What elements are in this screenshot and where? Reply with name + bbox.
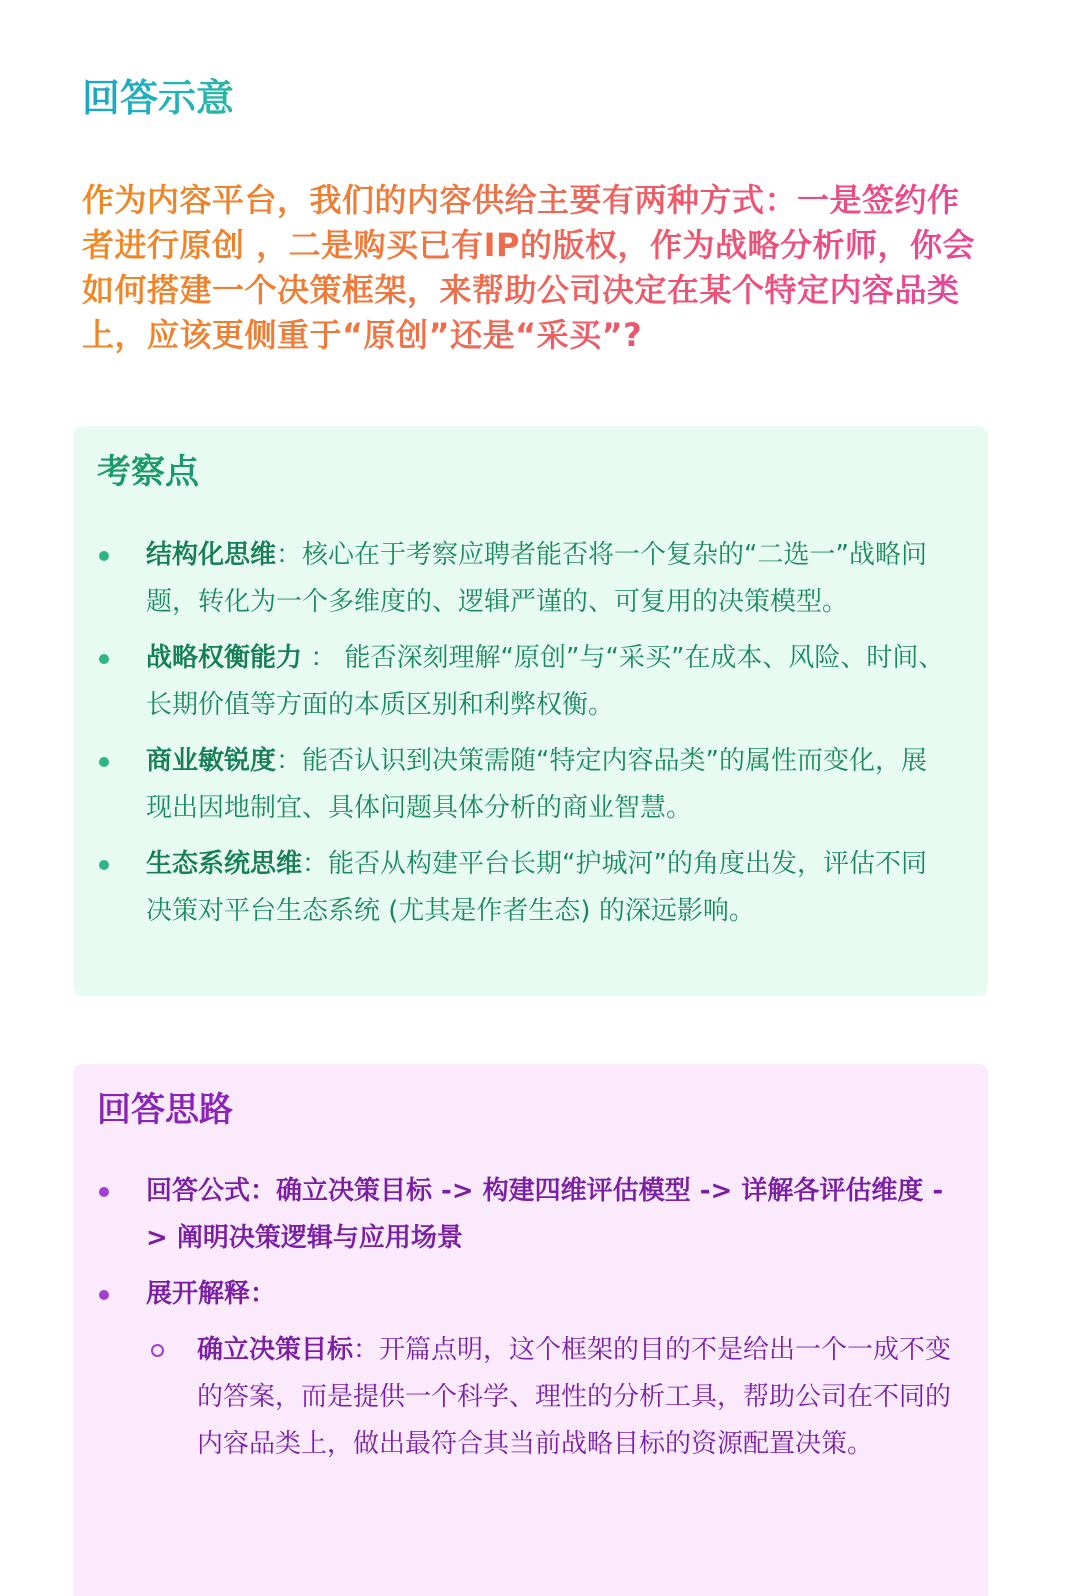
list-item bbox=[73, 738, 946, 832]
list-item bbox=[73, 1271, 946, 1318]
item-separator: ： bbox=[276, 746, 303, 776]
answer-approach-list bbox=[73, 1168, 957, 1468]
item-text: 核心在于考察应聘者能否将一个复杂的“二选一”战略问题，转化为一个多维度的、逻辑严谨的、可复用的决策模型。 bbox=[146, 540, 927, 617]
bullet-dot-icon bbox=[99, 757, 109, 767]
exam-points-title: 考察点 bbox=[97, 452, 199, 492]
item-separator: ： bbox=[276, 540, 303, 570]
item-term: 战略权衡能力 bbox=[146, 643, 303, 673]
item-separator: ： bbox=[302, 849, 329, 879]
bullet-dot-icon bbox=[99, 1290, 109, 1300]
sub-list-item bbox=[73, 1327, 957, 1468]
item-term: 商业敏锐度 bbox=[146, 746, 277, 776]
list-item bbox=[73, 635, 946, 729]
expand-label: 展开解释： bbox=[146, 1279, 277, 1309]
exam-points-list bbox=[73, 532, 946, 944]
bullet-dot-icon bbox=[99, 1187, 109, 1197]
bullet-dot-icon bbox=[99, 654, 109, 664]
answer-approach-title: 回答思路 bbox=[97, 1090, 233, 1130]
item-term: 生态系统思维 bbox=[146, 849, 303, 879]
exam-points-card bbox=[73, 426, 988, 996]
item-term: 结构化思维 bbox=[146, 540, 277, 570]
interview-question: 作为内容平台，我们的内容供给主要有两种方式：一是签约作者进行原创 ，二是购买已有IP的版权，作为战略分析师，你会如何搭建一个决策框架，来帮助公司决定在某个特定内容品类上，应该更侧重于“原创”还是“采买”? bbox=[82, 178, 982, 358]
bullet-dot-icon bbox=[99, 551, 109, 561]
list-item bbox=[73, 1168, 946, 1262]
list-item bbox=[73, 841, 946, 935]
page-title: 回答示意 bbox=[82, 72, 234, 124]
answer-formula: 回答公式：确立决策目标 -> 构建四维评估模型 -> 详解各评估维度 -> 阐明决策逻辑与应用场景 bbox=[146, 1176, 944, 1253]
item-term: 确立决策目标 bbox=[197, 1335, 354, 1365]
answer-approach-card bbox=[73, 1064, 988, 1596]
item-text: 能否认识到决策需随“特定内容品类”的属性而变化，展现出因地制宜、具体问题具体分析的商业智慧。 bbox=[146, 746, 927, 823]
list-item bbox=[73, 532, 946, 626]
item-text: 开篇点明，这个框架的目的不是给出一个一成不变的答案，而是提供一个科学、理性的分析工具，帮助公司在不同的内容品类上，做出最符合其当前战略目标的资源配置决策。 bbox=[197, 1335, 952, 1459]
item-text: 能否深刻理解“原创”与“采买”在成本、风险、时间、长期价值等方面的本质区别和利弊权衡。 bbox=[146, 643, 945, 720]
bullet-ring-icon bbox=[151, 1344, 164, 1357]
item-separator: ： bbox=[302, 643, 345, 673]
item-text: 能否从构建平台长期“护城河”的角度出发，评估不同决策对平台生态系统 (尤其是作者生态) 的深远影响。 bbox=[146, 849, 927, 926]
bullet-dot-icon bbox=[99, 860, 109, 870]
item-separator: ： bbox=[353, 1335, 380, 1365]
